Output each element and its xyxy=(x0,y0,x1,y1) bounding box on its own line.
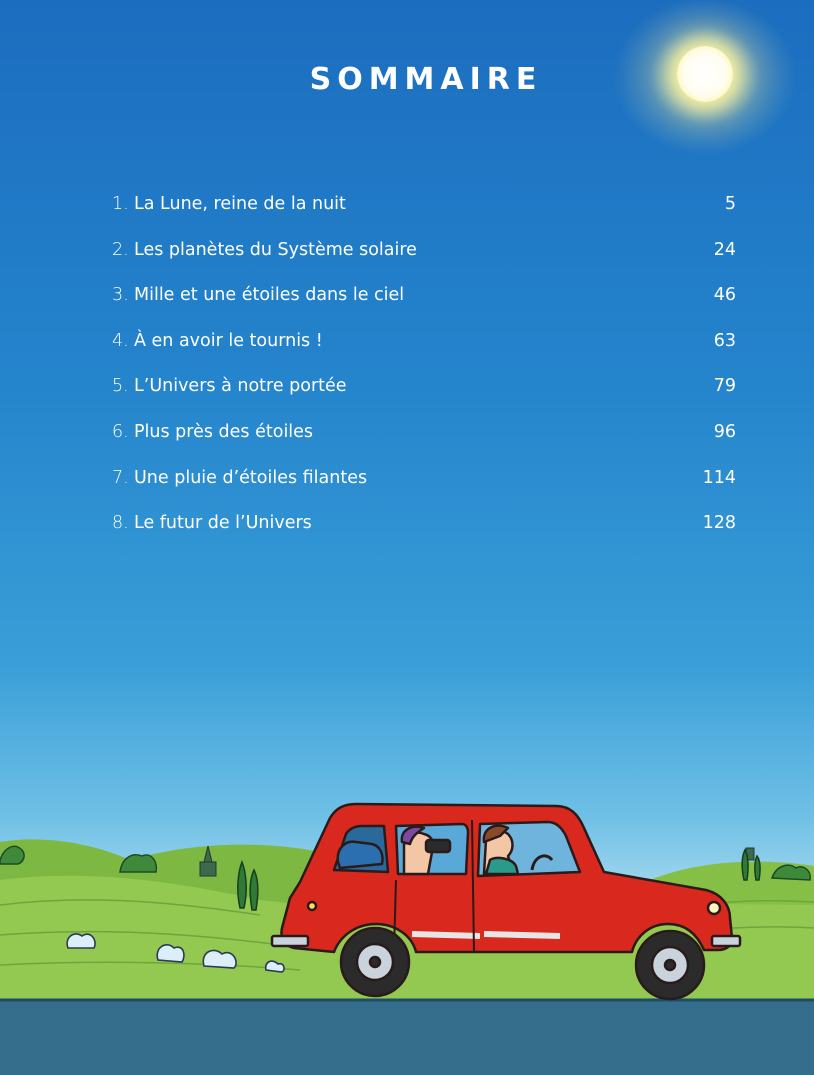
car-trim xyxy=(412,934,560,936)
toc-entry-number: 2. xyxy=(112,239,129,260)
page-title: SOMMAIRE xyxy=(309,62,543,97)
toc-entry-number: 4. xyxy=(112,330,129,351)
toc-entry-number: 8. xyxy=(112,513,129,534)
toc-entry-number: 1. xyxy=(112,194,129,214)
front-bumper xyxy=(712,936,740,946)
toc-entry-title: L’Univers à notre portée xyxy=(134,376,347,397)
toc-entry-title: Plus près des étoiles xyxy=(134,421,314,442)
toc-entry-page: 46 xyxy=(713,285,736,306)
toc-entry-number: 7. xyxy=(112,467,129,488)
toc-entry-page: 5 xyxy=(724,194,736,214)
luggage xyxy=(338,842,383,868)
toc-entry-title: La Lune, reine de la nuit xyxy=(134,194,346,214)
camera-icon xyxy=(426,840,450,852)
toc-entry-page: 79 xyxy=(713,376,736,397)
bush-mid xyxy=(120,855,156,872)
toc-entry-page: 96 xyxy=(713,421,736,442)
toc-entry-title: Une pluie d’étoiles filantes xyxy=(134,467,368,488)
road xyxy=(0,1000,814,1075)
toc-entry-number: 6. xyxy=(112,421,129,442)
toc-entry-number: 5. xyxy=(112,376,129,397)
rear-bumper xyxy=(272,936,308,946)
rear-light xyxy=(308,902,316,910)
toc-entry-title: Les planètes du Système solaire xyxy=(134,239,417,260)
headlight xyxy=(708,902,720,914)
toc-entry-page: 114 xyxy=(702,467,736,488)
toc-entry-number: 3. xyxy=(112,285,129,306)
toc-entry-title: Mille et une étoiles dans le ciel xyxy=(134,285,405,306)
toc-entry-page: 24 xyxy=(713,239,736,260)
toc-entry-title: Le futur de l’Univers xyxy=(134,513,312,534)
toc-entry-title: À en avoir le tournis ! xyxy=(134,330,323,351)
toc-entry-page: 128 xyxy=(702,513,736,534)
toc-entry-page: 63 xyxy=(713,330,736,351)
